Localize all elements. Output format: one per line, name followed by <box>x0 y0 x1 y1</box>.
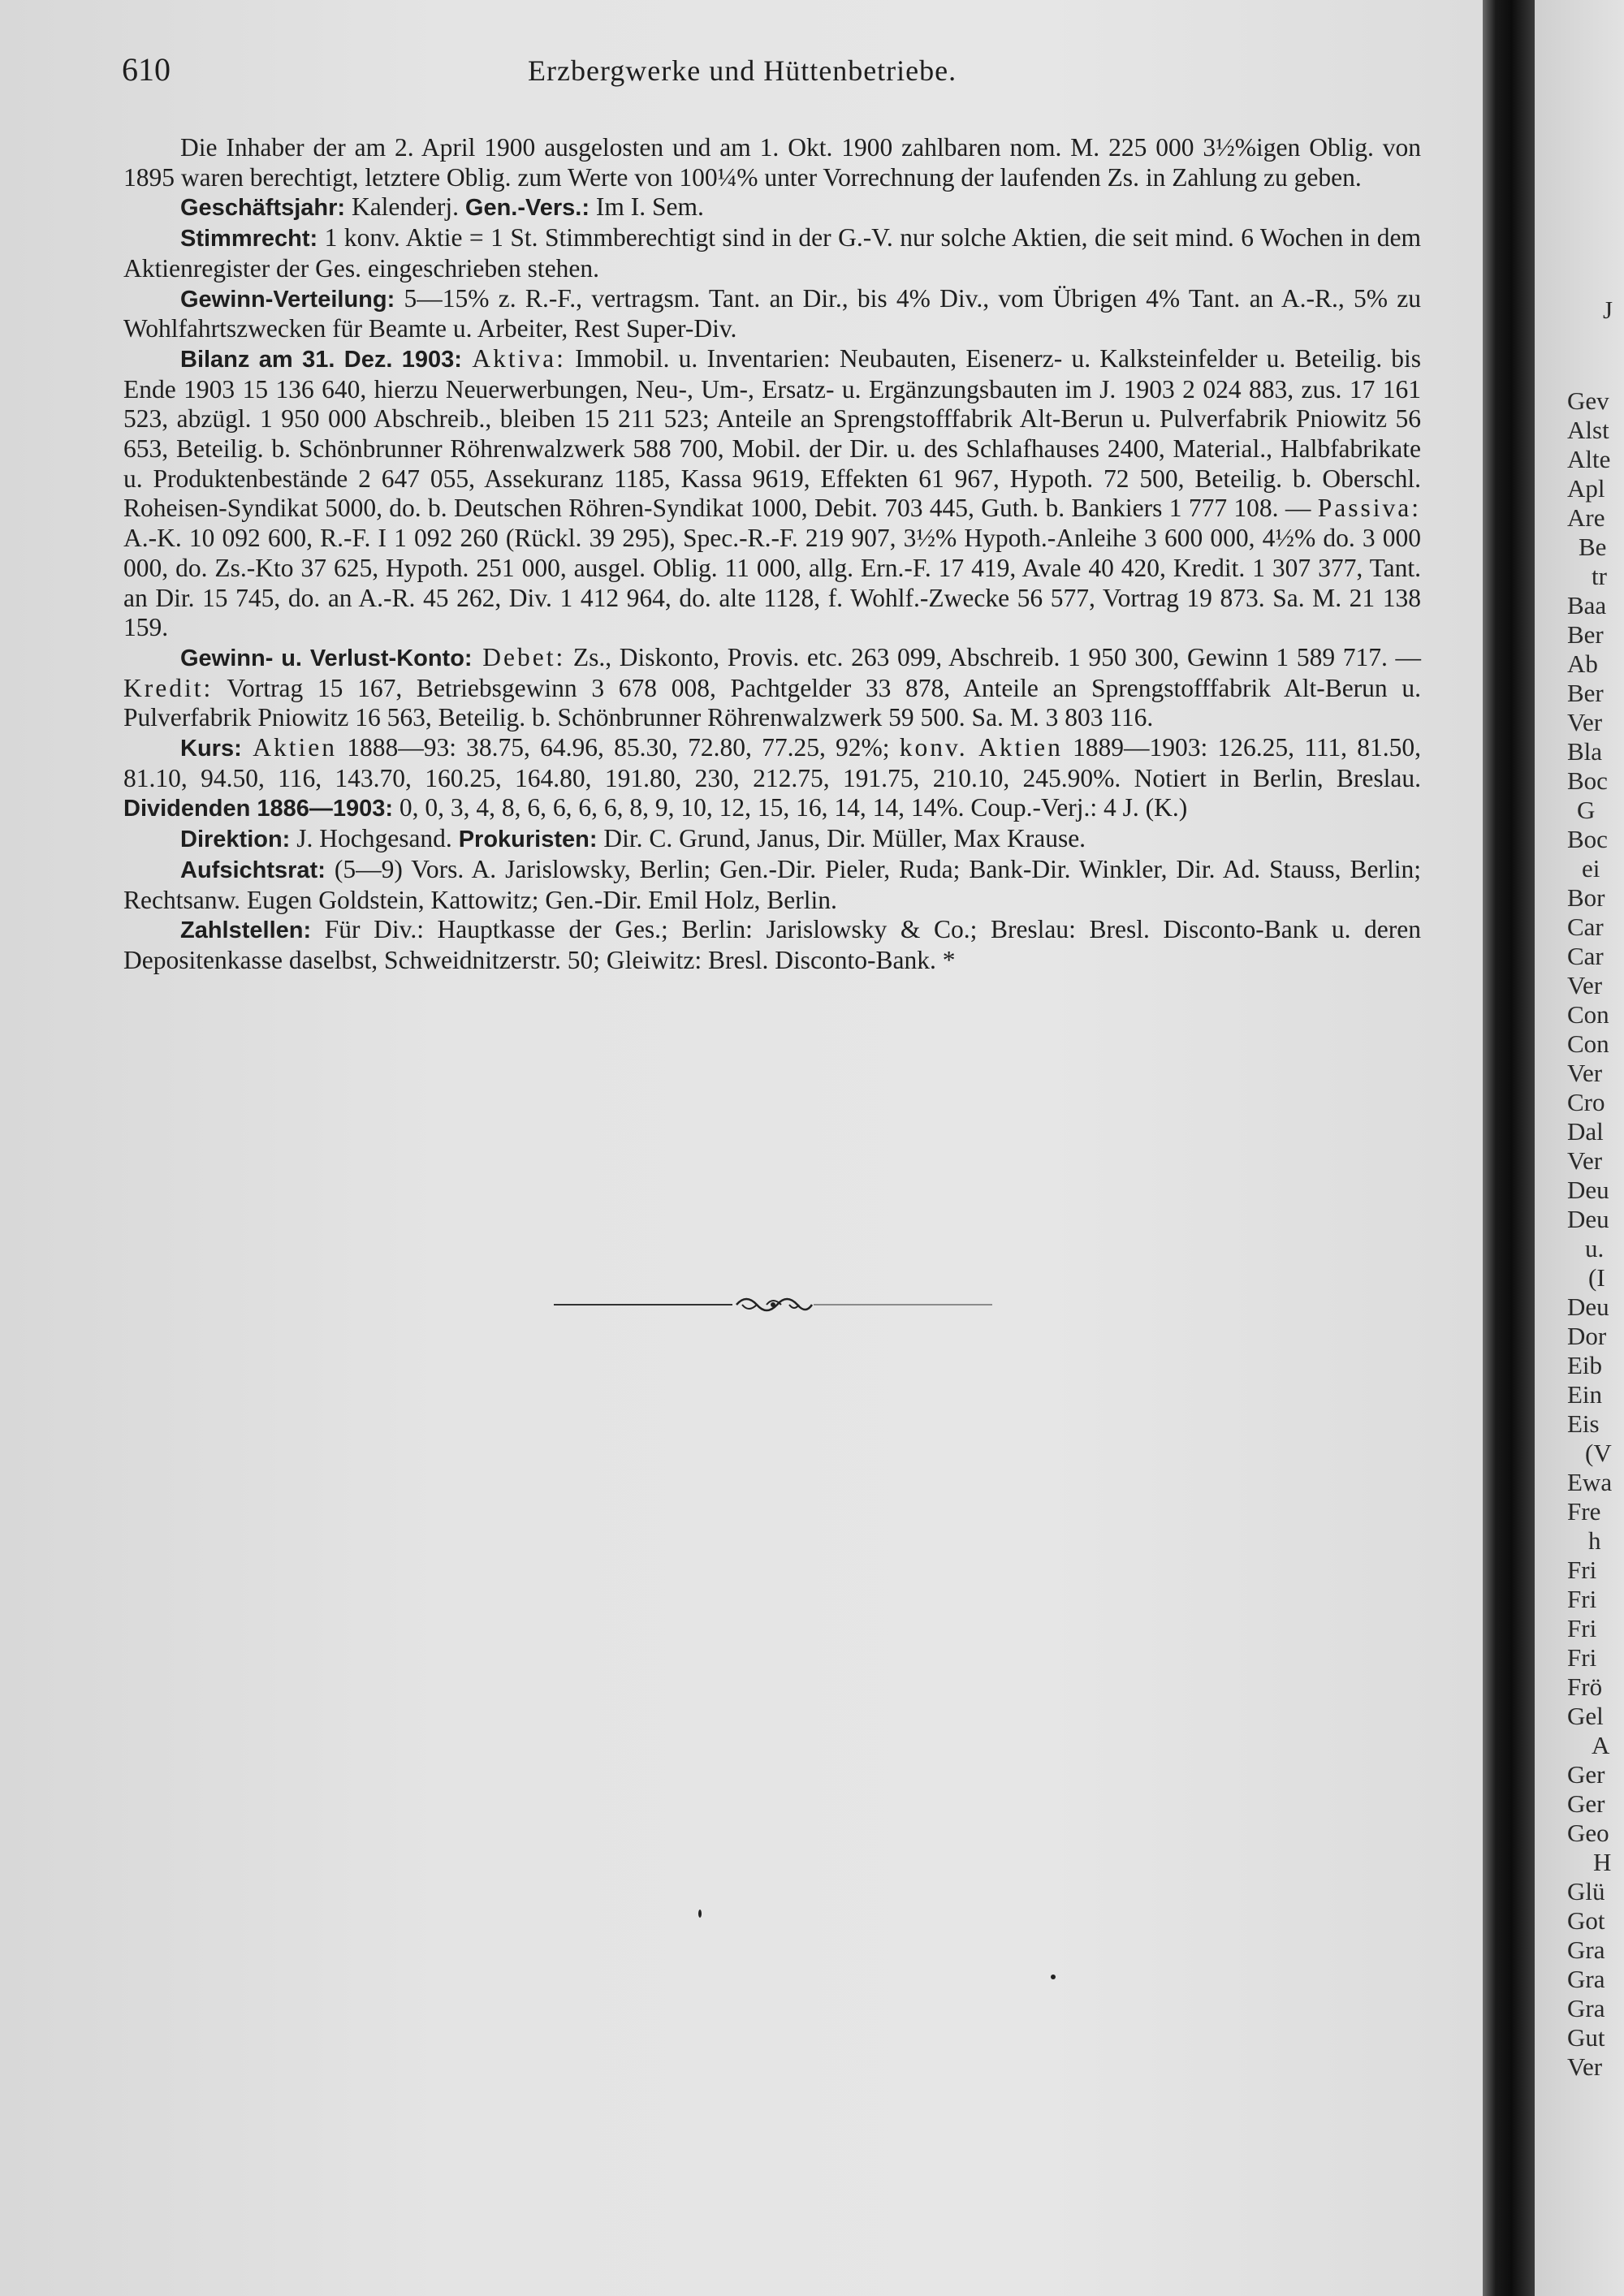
paragraph-text: Die Inhaber der am 2. April 1900 ausgelosten und am 1. Okt. 1900 zahlbaren nom. M. 225 000 3½%igen Oblig. von 1895 waren berechtigt, letztere Oblig. zum Werte von 100¼% unter Vorrechnung der laufenden Zs. in Zahlung zu geben. <box>123 133 1421 192</box>
right-page-text-fragment: Ver <box>1567 971 1603 999</box>
label-management: Direktion: <box>180 826 291 853</box>
paragraph-paying-agents <box>123 915 1421 975</box>
right-page-text-fragment: Bla <box>1567 737 1603 766</box>
right-page-text-fragment: Geo <box>1567 1819 1609 1847</box>
label-fiscal-year: Geschäftsjahr: <box>180 195 346 222</box>
right-page-text-fragment: Gut <box>1567 2023 1605 2052</box>
right-page-text-fragment: Got <box>1567 1906 1605 1935</box>
right-page-text-fragment: Bor <box>1567 883 1605 912</box>
label-debit: Debet: <box>472 642 566 671</box>
print-speck <box>698 1910 702 1918</box>
right-page-text-fragment: Con <box>1567 1029 1609 1058</box>
right-page-text-fragment: (I <box>1588 1263 1605 1292</box>
right-page-text-fragment: Dal <box>1567 1117 1604 1146</box>
running-title: Erzbergwerke und Hüttenbetriebe. <box>528 54 957 87</box>
label-general-meeting: Gen.-Vers.: <box>464 195 590 222</box>
paragraph-text: Dir. C. Grund, Janus, Dir. Müller, Max Krause. <box>597 824 1086 853</box>
paragraph-text: 0, 0, 3, 4, 8, 6, 6, 6, 6, 8, 9, 10, 12, 15, 16, 14, 14, 14%. Coup.-Verj.: 4 J. (K.) <box>393 793 1188 822</box>
section-divider-ornament <box>554 1284 992 1325</box>
label-supervisory-board: Aufsichtsrat: <box>180 857 326 883</box>
right-page-text-fragment: Be <box>1579 533 1607 561</box>
right-page-text-fragment: Ver <box>1567 1146 1603 1175</box>
right-page-text-fragment: Boc <box>1567 825 1608 853</box>
paragraph-text: 5—15% z. R.-F., vertragsm. Tant. an Dir., bis 4% Div., vom Übrigen 4% Tant. an A.-R., 5% zu Wohlfahrtszwecken für Beamte u. Arbeiter, Rest Super-Div. <box>123 283 1421 343</box>
right-page-text-fragment: Cro <box>1567 1088 1605 1116</box>
paragraph-text: A.-K. 10 092 600, R.-F. I 1 092 260 (Rückl. 39 295), Spec.-R.-F. 219 907, 3½% Hypoth.-Anleihe 3 600 000, 4½% do. 3 000 000, do. Zs.-Kto 37 625, Hypoth. 251 000, ausgel. Oblig. 11 000, allg. Ern.-F. 17 419, Avale 40 420, Kredit. 1 307 377, Tant. an Dir. 15 745, do. an A.-R. 45 262, Div. 1 412 964, do. alte 1128, f. Wohlf.-Zwecke 56 577, Vortrag 19 873. Sa. M. 21 138 159. <box>123 524 1421 642</box>
paragraph-text: Kalenderj. <box>345 192 465 222</box>
paragraph-profit-distribution <box>123 284 1421 344</box>
right-page-text-fragment: Ver <box>1567 2052 1603 2081</box>
right-page-text-fragment: A <box>1592 1731 1610 1759</box>
label-shares: Aktien <box>241 733 337 762</box>
right-page-text-fragment: tr <box>1592 562 1607 590</box>
right-page-text-fragment: Ab <box>1567 650 1598 678</box>
paragraph-profit-loss <box>123 643 1421 733</box>
label-assets: Aktiva: <box>461 343 566 373</box>
right-page-text-fragment: Boc <box>1567 766 1608 795</box>
right-page-text-fragment: Ger <box>1567 1760 1605 1789</box>
right-page-text-fragment: Car <box>1567 913 1604 941</box>
label-dividends: Dividenden 1886—1903: <box>123 796 394 822</box>
label-profit-loss: Gewinn- u. Verlust-Konto: <box>180 645 473 671</box>
right-page-text-fragment: Ver <box>1567 1059 1603 1087</box>
book-binding-gutter <box>1483 0 1535 2296</box>
label-authorized-officers: Prokuristen: <box>458 826 598 853</box>
right-page-text-fragment: u. <box>1585 1234 1605 1262</box>
right-page-text-fragment: Ber <box>1567 620 1604 649</box>
label-share-prices: Kurs: <box>180 736 242 762</box>
paragraph-text: Im I. Sem. <box>590 192 704 222</box>
right-page-text-fragment: Gra <box>1567 1994 1605 2022</box>
right-page-text-fragment: Ber <box>1567 679 1604 707</box>
right-page-text-fragment: Car <box>1567 942 1604 970</box>
right-page-text-fragment: Gra <box>1567 1936 1605 1964</box>
page-header <box>0 50 1483 99</box>
paragraph-text: Vortrag 15 167, Betriebsgewinn 3 678 008, Pachtgelder 33 878, Anteile an Sprengstofffabrik Alt-Berun u. Pulverfabrik Pniowitz 16 563, Beteilig. b. Schönbrunner Röhrenwalzwerk 59 500. Sa. M. 3 803 116. <box>123 673 1421 732</box>
paragraph-voting-rights <box>123 223 1421 283</box>
right-page-text-fragment: Ein <box>1567 1380 1603 1409</box>
label-balance-sheet: Bilanz am 31. Dez. 1903: <box>180 346 462 373</box>
right-page-text-fragment: Gev <box>1567 386 1609 415</box>
right-page-text-fragment: J <box>1603 296 1613 324</box>
page-number: 610 <box>122 51 171 88</box>
paragraph-fiscal-year <box>123 192 1421 223</box>
ornament-icon <box>554 1284 992 1325</box>
print-speck <box>1051 1974 1056 1979</box>
right-page-text-fragment: Fri <box>1567 1614 1597 1642</box>
right-page-text-fragment: H <box>1593 1848 1612 1876</box>
paragraph-text: Zs., Diskonto, Provis. etc. 263 099, Abschreib. 1 950 300, Gewinn 1 589 717. — <box>565 642 1422 671</box>
right-page-text-fragment: Glü <box>1567 1877 1605 1905</box>
paragraph-share-prices <box>123 733 1421 824</box>
label-profit-distribution: Gewinn-Verteilung: <box>180 286 395 313</box>
paragraph-text: 1 konv. Aktie = 1 St. Stimmberechtigt sind in der G.-V. nur solche Aktien, die seit mind. 6 Wochen in dem Aktienregister der Ges. eingeschrieben stehen. <box>123 223 1421 283</box>
right-page-text-fragment: Apl <box>1567 474 1605 503</box>
paragraph-management <box>123 824 1421 855</box>
paragraph-text: 1889—1903: 126.25, 111, 81.50, 81.10, 94.50, 116, 143.70, 160.25, 164.80, 191.80, 230, 212.75, 191.75, 210.10, 245.90%. Notiert in Berlin, Breslau. <box>123 733 1422 792</box>
label-paying-agents: Zahlstellen: <box>180 917 312 944</box>
label-liabilities: Passiva: <box>1317 494 1421 523</box>
paragraph-bond-holders <box>123 133 1421 192</box>
paragraph-text: 1888—93: 38.75, 64.96, 85.30, 72.80, 77.25, 92%; <box>336 733 900 762</box>
right-page-text-fragment: Fri <box>1567 1585 1597 1613</box>
paragraph-text: (5—9) Vors. A. Jarislowsky, Berlin; Gen.-Dir. Pieler, Ruda; Bank-Dir. Winkler, Dir. Ad. Stauss, Berlin; Rechtsanw. Eugen Goldstein, Kattowitz; Gen.-Dir. Emil Holz, Berlin. <box>123 854 1421 914</box>
paragraph-text: J. Hochgesand. <box>290 824 459 853</box>
right-page-text-fragment: h <box>1588 1526 1601 1555</box>
right-page-text-fragment: Deu <box>1567 1205 1609 1233</box>
right-page-edge <box>1535 0 1624 2296</box>
right-page-text-fragment: ei <box>1582 854 1600 883</box>
label-credit: Kredit: <box>123 673 214 702</box>
paragraph-text: Für Div.: Hauptkasse der Ges.; Berlin: Jarislowsky & Co.; Breslau: Bresl. Disconto-Bank u. deren Depositenkasse daselbst, Schweidnitzerstr. 50; Gleiwitz: Bresl. Disconto-Bank. * <box>123 915 1421 974</box>
paragraph-text: Immobil. u. Inventarien: Neubauten, Eisenerz- u. Kalksteinfelder u. Beteilig. bis Ende 1903 15 136 640, hierzu Neuerwerbungen, Neu-, Um-, Ersatz- u. Ergänzungsbauten im J. 1903 2 024 883, zus. 17 161 523, abzügl. 1 950 000 Abschreib., bleiben 15 211 523; Anteile an Sprengstofffabrik Alt-Berun u. Pulverfabrik Pniowitz 56 653, Beteilig. b. Schönbrunner Röhrenwalzwerk 588 700, Mobil. der Dir. u. des Schlafhauses 2400, Material., Halbfabrikate u. Produktenbestände 2 647 055, Assekuranz 1185, Kassa 9619, Effekten 61 967, Hypoth. 72 500, Beteilig. b. Oberschl. Roheisen-Syndikat 5000, do. b. Deutschen Röhren-Syndikat 1000, Debit. 703 445, Guth. b. Bankiers 1 777 108. — <box>123 343 1422 523</box>
right-page-text-fragment: Con <box>1567 1000 1609 1029</box>
right-page-text-fragment: Deu <box>1567 1293 1609 1321</box>
right-page-text-fragment: Alst <box>1567 416 1609 444</box>
paragraph-balance-sheet <box>123 344 1421 643</box>
right-page-text-fragment: (V <box>1585 1439 1612 1467</box>
right-page-text-fragment: Deu <box>1567 1176 1609 1204</box>
right-page-text-fragment: Frö <box>1567 1672 1603 1701</box>
right-page-text-fragment: Fri <box>1567 1556 1597 1584</box>
right-page-text-fragment: Dor <box>1567 1322 1607 1350</box>
right-page-text-fragment: Ger <box>1567 1789 1605 1818</box>
company-report-body <box>123 133 1421 976</box>
right-page-text-fragment: Fre <box>1567 1497 1601 1526</box>
right-page-text-fragment: Are <box>1567 503 1605 532</box>
right-page-text-fragment: Baa <box>1567 591 1607 619</box>
right-page-text-fragment: Fri <box>1567 1643 1597 1672</box>
label-converted-shares: konv. Aktien <box>899 733 1063 762</box>
right-page-text-fragment: Eib <box>1567 1351 1603 1379</box>
right-page-text-fragment: Eis <box>1567 1409 1600 1438</box>
label-voting-rights: Stimmrecht: <box>180 226 318 252</box>
right-page-text-fragment: Gra <box>1567 1965 1605 1993</box>
paragraph-supervisory-board <box>123 855 1421 915</box>
right-page-text-fragment: Ver <box>1567 708 1603 736</box>
right-page-text-fragment: Alte <box>1567 445 1611 473</box>
right-page-text-fragment: Ewa <box>1567 1468 1613 1496</box>
right-page-text-fragment: Gel <box>1567 1702 1604 1730</box>
right-page-text-fragment: G <box>1577 796 1596 824</box>
